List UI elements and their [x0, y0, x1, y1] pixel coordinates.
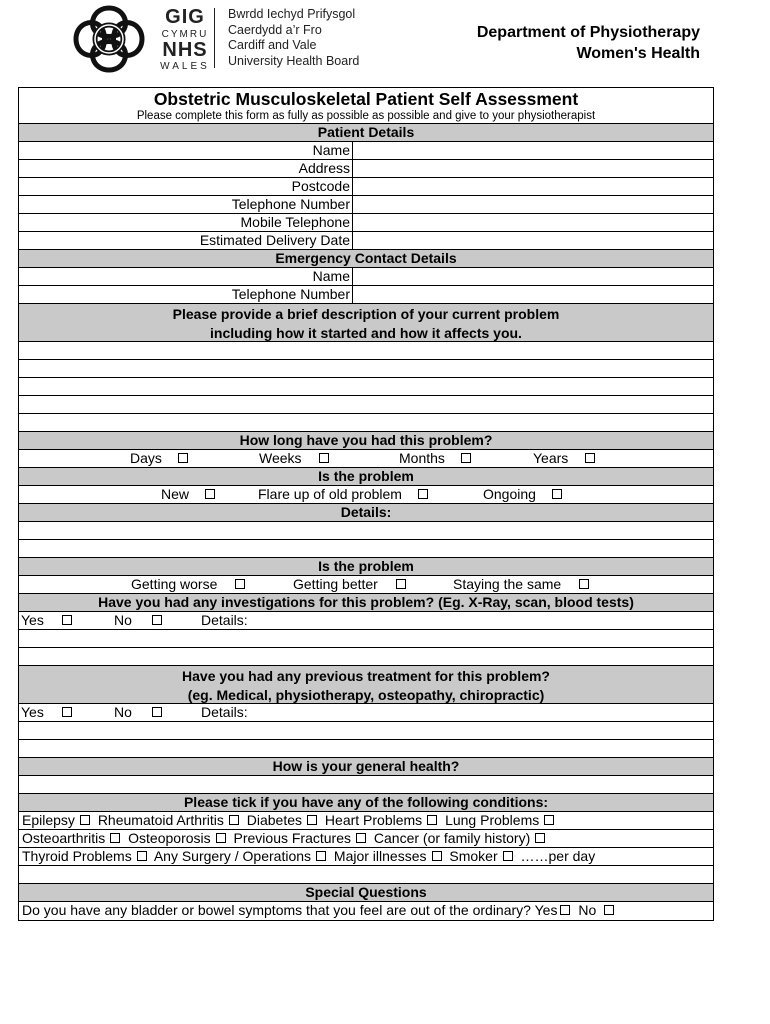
treatment-yes[interactable]: Yes — [21, 704, 72, 721]
field-emergency-name — [19, 268, 713, 286]
section-general-health: How is your general health? — [19, 758, 713, 776]
health-board-name — [228, 7, 359, 69]
checkbox-icon[interactable] — [80, 815, 90, 825]
delivery-date-input[interactable] — [353, 232, 713, 249]
option-ongoing[interactable]: Ongoing — [483, 486, 562, 503]
department-name: Department of Physiotherapy — [476, 24, 700, 41]
checkbox-icon[interactable] — [356, 833, 366, 843]
condition-epilepsy: Epilepsy — [22, 812, 75, 828]
problem-line-5[interactable] — [19, 414, 713, 432]
emergency-name-input[interactable] — [353, 268, 713, 285]
investigations-details-label: Details: — [201, 612, 248, 628]
checkbox-icon[interactable] — [62, 707, 72, 717]
trend-options — [19, 576, 713, 594]
section-special-questions: Special Questions — [19, 884, 713, 902]
unit-name: Women's Health — [576, 45, 700, 62]
page-header — [0, 0, 770, 80]
field-label: Mobile Telephone — [19, 214, 353, 231]
special-question-row — [19, 902, 713, 920]
checkbox-icon[interactable] — [229, 815, 239, 825]
field-emergency-telephone — [19, 286, 713, 304]
option-getting-better[interactable]: Getting better — [293, 576, 406, 593]
field-address — [19, 160, 713, 178]
option-years[interactable]: Years — [533, 450, 595, 467]
checkbox-icon[interactable] — [205, 489, 215, 499]
details-line-1[interactable] — [19, 522, 713, 540]
condition-surgery: Any Surgery / Operations — [153, 848, 312, 864]
checkbox-icon[interactable] — [544, 815, 554, 825]
section-heading-line: including how it started and how it affects you. — [210, 325, 522, 341]
treatment-line-1[interactable] — [19, 722, 713, 740]
checkbox-icon[interactable] — [316, 851, 326, 861]
checkbox-icon[interactable] — [604, 905, 614, 915]
field-delivery-date — [19, 232, 713, 250]
investigations-yes[interactable]: Yes — [21, 612, 72, 629]
checkbox-icon[interactable] — [110, 833, 120, 843]
field-label: Address — [19, 160, 353, 177]
form-title: Obstetric Musculoskeletal Patient Self Assessment — [153, 89, 579, 109]
section-duration: How long have you had this problem? — [19, 432, 713, 450]
investigations-line-2[interactable] — [19, 648, 713, 666]
option-months[interactable]: Months — [399, 450, 471, 467]
assessment-form — [18, 87, 714, 921]
condition-cancer: Cancer (or family history) — [373, 830, 531, 846]
option-flare-up[interactable]: Flare up of old problem — [258, 486, 428, 503]
checkbox-icon[interactable] — [62, 615, 72, 625]
section-emergency-contact: Emergency Contact Details — [19, 250, 713, 268]
checkbox-icon[interactable] — [427, 815, 437, 825]
condition-major-illnesses: Major illnesses — [333, 848, 427, 864]
field-label: Name — [19, 142, 353, 159]
checkbox-icon[interactable] — [137, 851, 147, 861]
condition-rheumatoid-arthritis: Rheumatoid Arthritis — [97, 812, 224, 828]
section-patient-details: Patient Details — [19, 124, 713, 142]
checkbox-icon[interactable] — [178, 453, 188, 463]
department-heading — [477, 22, 700, 64]
duration-options — [19, 450, 713, 468]
celtic-knot-logo — [72, 4, 146, 74]
investigations-line-1[interactable] — [19, 630, 713, 648]
field-postcode — [19, 178, 713, 196]
field-label: Name — [19, 268, 353, 285]
problem-line-3[interactable] — [19, 378, 713, 396]
problem-type-options — [19, 486, 713, 504]
logo-text-cymru: CYMRU — [161, 29, 209, 40]
special-yes: Yes — [534, 902, 558, 918]
checkbox-icon[interactable] — [585, 453, 595, 463]
checkbox-icon[interactable] — [560, 905, 570, 915]
treatment-options — [19, 704, 713, 722]
logo-text-nhs: NHS — [162, 39, 208, 61]
checkbox-icon[interactable] — [235, 579, 245, 589]
checkbox-icon[interactable] — [216, 833, 226, 843]
nhs-wales-wordmark — [152, 6, 222, 70]
investigations-options — [19, 612, 713, 630]
option-days[interactable]: Days — [130, 450, 188, 467]
field-mobile — [19, 214, 713, 232]
treatment-line-2[interactable] — [19, 740, 713, 758]
name-input[interactable] — [353, 142, 713, 159]
option-staying-same[interactable]: Staying the same — [453, 576, 589, 593]
bladder-bowel-question: Do you have any bladder or bowel symptoms that you feel are out of the ordinary? — [22, 902, 531, 918]
checkbox-icon[interactable] — [418, 489, 428, 499]
field-label: Telephone Number — [19, 286, 353, 303]
special-no: No — [578, 902, 597, 918]
condition-previous-fractures: Previous Fractures — [233, 830, 351, 846]
board-line: University Health Board — [228, 53, 360, 68]
section-details: Details: — [19, 504, 713, 522]
address-input[interactable] — [353, 160, 713, 177]
option-getting-worse[interactable]: Getting worse — [131, 576, 245, 593]
details-line-2[interactable] — [19, 540, 713, 558]
condition-osteoporosis: Osteoporosis — [128, 830, 211, 846]
condition-diabetes: Diabetes — [246, 812, 303, 828]
form-instructions: Please complete this form as fully as possible as possible and give to your physiotherapist — [19, 110, 713, 124]
section-problem-trend: Is the problem — [19, 558, 713, 576]
treatment-no[interactable]: No — [114, 704, 162, 721]
logo-divider — [214, 8, 215, 68]
section-heading-line: Have you had any previous treatment for this problem? — [182, 668, 550, 684]
checkbox-icon[interactable] — [579, 579, 589, 589]
checkbox-icon[interactable] — [396, 579, 406, 589]
section-heading-line: Please provide a brief description of your current problem — [172, 306, 560, 322]
checkbox-icon[interactable] — [461, 453, 471, 463]
checkbox-icon[interactable] — [432, 851, 442, 861]
checkbox-icon[interactable] — [503, 851, 513, 861]
section-problem-type: Is the problem — [19, 468, 713, 486]
option-new[interactable]: New — [161, 486, 215, 503]
condition-lung-problems: Lung Problems — [445, 812, 540, 828]
board-line: Caerdydd a’r Fro — [228, 22, 322, 37]
field-telephone — [19, 196, 713, 214]
checkbox-icon[interactable] — [319, 453, 329, 463]
checkbox-icon[interactable] — [307, 815, 317, 825]
field-label: Postcode — [19, 178, 353, 195]
option-weeks[interactable]: Weeks — [259, 450, 329, 467]
problem-line-1[interactable] — [19, 342, 713, 360]
problem-line-4[interactable] — [19, 396, 713, 414]
problem-line-2[interactable] — [19, 360, 713, 378]
emergency-telephone-input[interactable] — [353, 286, 713, 303]
investigations-no[interactable]: No — [114, 612, 162, 629]
section-investigations: Have you had any investigations for this problem? (Eg. X-Ray, scan, blood tests) — [19, 594, 713, 612]
condition-osteoarthritis: Osteoarthritis — [22, 830, 106, 846]
conditions-row-2 — [19, 830, 713, 848]
field-label: Telephone Number — [19, 196, 353, 213]
checkbox-icon[interactable] — [552, 489, 562, 499]
section-conditions: Please tick if you have any of the following conditions: — [19, 794, 713, 812]
section-previous-treatment — [19, 666, 713, 704]
field-name — [19, 142, 713, 160]
board-line: Bwrdd Iechyd Prifysgol — [228, 7, 356, 21]
logo-text-gig: GIG — [165, 6, 205, 28]
condition-thyroid-problems: Thyroid Problems — [22, 848, 132, 864]
conditions-row-3 — [19, 848, 713, 866]
postcode-input[interactable] — [353, 178, 713, 195]
smoker-per-day[interactable]: ……per day — [520, 848, 596, 864]
field-label: Estimated Delivery Date — [19, 232, 353, 249]
section-problem-description — [19, 304, 713, 342]
checkbox-icon[interactable] — [535, 833, 545, 843]
mobile-input[interactable] — [353, 214, 713, 231]
telephone-input[interactable] — [353, 196, 713, 213]
condition-heart-problems: Heart Problems — [324, 812, 423, 828]
checkbox-icon[interactable] — [152, 615, 162, 625]
board-line: Cardiff and Vale — [228, 38, 317, 52]
section-heading-line: (eg. Medical, physiotherapy, osteopathy, chiropractic) — [187, 687, 545, 703]
conditions-blank-line[interactable] — [19, 866, 713, 884]
checkbox-icon[interactable] — [152, 707, 162, 717]
condition-smoker: Smoker — [449, 848, 498, 864]
logo-text-wales: WALES — [160, 61, 210, 72]
general-health-line[interactable] — [19, 776, 713, 794]
conditions-row-1 — [19, 812, 713, 830]
treatment-details-label: Details: — [201, 704, 248, 720]
